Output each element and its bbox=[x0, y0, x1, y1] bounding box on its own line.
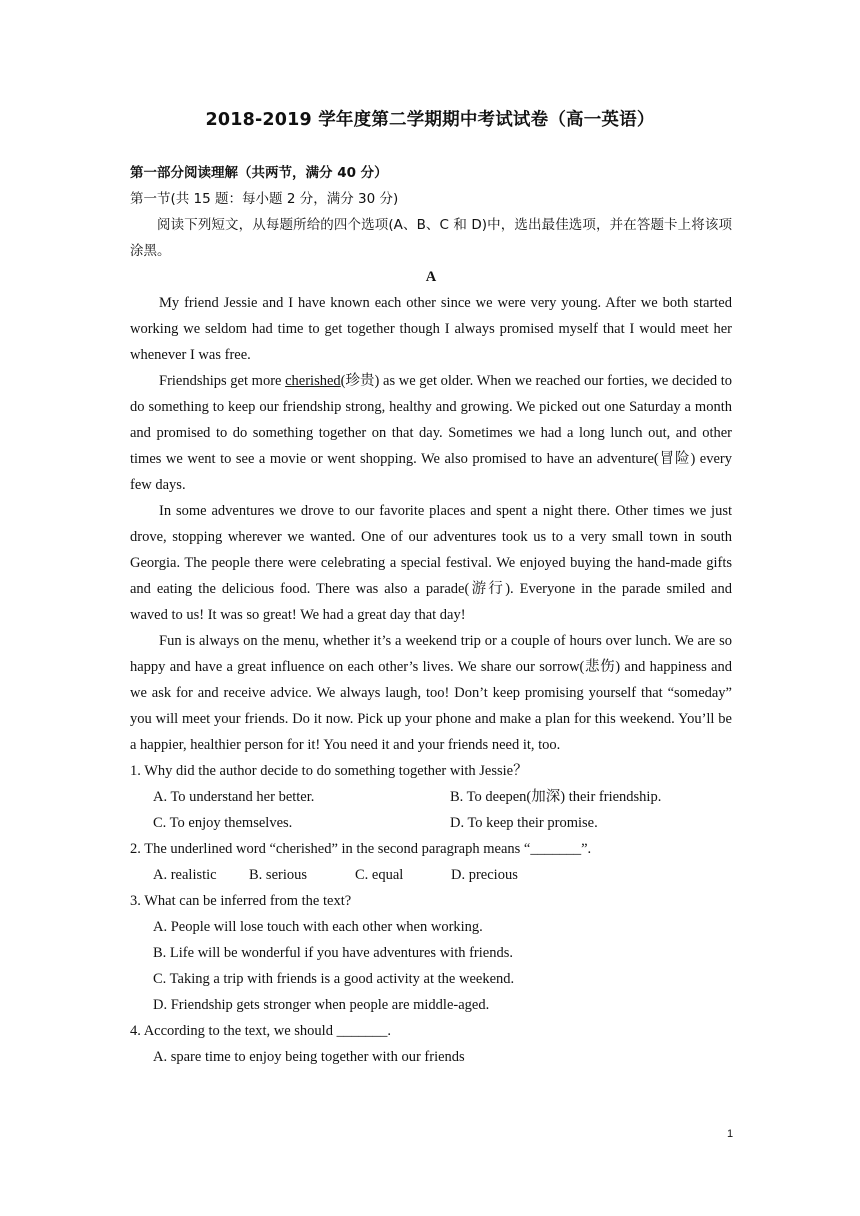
instructions: 阅读下列短文，从每题所给的四个选项(A、B、C 和 D)中，选出最佳选项，并在答题卡上将该项涂黑。 bbox=[130, 217, 732, 259]
question-2-option-b: B. serious bbox=[249, 867, 307, 883]
question-3-option-a: A. People will lose touch with each other when working. bbox=[153, 919, 483, 935]
question-1-option-d: D. To keep their promise. bbox=[450, 815, 598, 831]
question-1-stem: 1. Why did the author decide to do something together with Jessie？ bbox=[130, 763, 528, 779]
question-3-option-d: D. Friendship gets stronger when people are middle-aged. bbox=[153, 997, 490, 1013]
passage-label: A bbox=[425, 269, 437, 285]
question-1-options-row-1 bbox=[130, 784, 732, 810]
question-4-option-a: A. spare time to enjoy being together with our friends bbox=[153, 1049, 465, 1065]
paragraph-2-rest: (珍贵) as we get older. When we reached our forties, we decided to do something to keep our friendship strong, healthy and growing. We picked out one Saturday a month and promised to do something together on that day. Sometimes we had a long lunch out, and other times we went to see a movie or went shopping. We also promised to have an adventure(冒险) every few days. bbox=[130, 373, 732, 493]
page-number: 1 bbox=[726, 1128, 734, 1140]
question-2-option-c: C. equal bbox=[355, 867, 404, 883]
question-1-option-a: A. To understand her better. bbox=[153, 789, 315, 805]
paragraph-2-start: Friendships get more bbox=[159, 373, 286, 389]
part-heading: 第一部分阅读理解（共两节，满分 40 分） bbox=[130, 165, 388, 181]
passage-paragraph-2 bbox=[130, 368, 732, 498]
question-1-options-row-2 bbox=[130, 810, 732, 836]
passage-paragraph-3: In some adventures we drove to our favorite places and spent a night there. Other times we just drove, stopping wherever we wanted. One of our adventures took us to a very small town in south Georgia. The people there were celebrating a special festival. We enjoyed buying the hand-made gifts and eating the delicious food. There was also a parade(游行). Everyone in the parade smiled and waved to us! It was so great! We had a great day that day! bbox=[130, 503, 732, 623]
underlined-word: cherished bbox=[285, 373, 341, 389]
question-2-option-a: A. realistic bbox=[153, 867, 217, 883]
question-2-options bbox=[130, 862, 732, 888]
question-4-stem: 4. According to the text, we should _______. bbox=[130, 1023, 391, 1039]
question-3-option-b: B. Life will be wonderful if you have adventures with friends. bbox=[153, 945, 513, 961]
question-2-stem: 2. The underlined word “cherished” in the second paragraph means “_______”. bbox=[130, 841, 592, 857]
question-2-option-d: D. precious bbox=[451, 867, 518, 883]
section-heading: 第一节(共 15 题：每小题 2 分，满分 30 分) bbox=[130, 191, 399, 207]
question-3-stem: 3. What can be inferred from the text? bbox=[130, 893, 352, 909]
question-3-option-c: C. Taking a trip with friends is a good activity at the weekend. bbox=[153, 971, 515, 987]
passage-paragraph-1: My friend Jessie and I have known each other since we were very young. After we both started working we seldom had time to get together though I always promised myself that I would meet her whenever I was free. bbox=[130, 295, 732, 363]
question-1-option-b: B. To deepen(加深) their friendship. bbox=[450, 789, 662, 805]
passage-paragraph-4: Fun is always on the menu, whether it’s a weekend trip or a couple of hours over lunch. We are so happy and have a great influence on each other’s lives. We share our sorrow(悲伤) and happiness and we ask for and receive advice. We always laugh, too! Don’t keep promising yourself that “someday” you will meet your friends. Do it now. Pick up your phone and make a plan for this weekend. You’ll be a happier, healthier person for it! You need it and your friends need it, too. bbox=[130, 633, 732, 753]
question-1-option-c: C. To enjoy themselves. bbox=[153, 815, 293, 831]
exam-title: 2018-2019 学年度第二学期期中考试试卷（高一英语） bbox=[205, 110, 655, 130]
exam-content bbox=[130, 160, 732, 1070]
